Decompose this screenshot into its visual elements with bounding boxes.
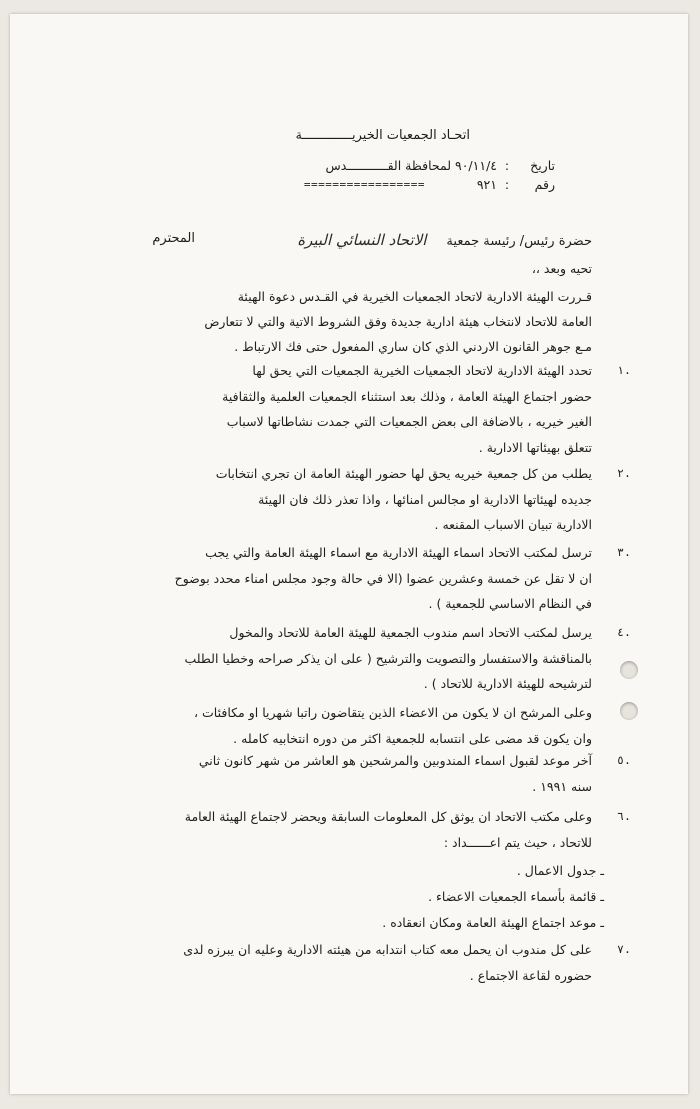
preparation-list (382, 858, 604, 936)
item-line: آخر موعد لقبول اسماء المندوبين والمرشحين هو العاشر من شهر كانون ثاني (198, 753, 592, 768)
number-label: رقم (534, 177, 555, 192)
item-line: ترسل لمكتب الاتحاد اسماء الهيئة الادارية مع اسماء الهيئة العامة والتي يجب (205, 545, 592, 560)
item-number: ٧. (617, 942, 631, 956)
item-line: تتعلق بهيئاتها الادارية . (478, 439, 592, 455)
condition-item-4 (118, 620, 631, 697)
item-line: على كل مندوب ان يحمل معه كتاب انتدابه من هيئته الادارية وعليه ان يبرزه لدى (183, 942, 592, 957)
intro-line: مـع جوهر القانون الاردني الذي كان ساري المفعول حتى فك الارتباط . (234, 339, 592, 354)
item-number: ٤. (617, 625, 631, 639)
addressee-prefix: حضرة رئيس/ رئيسة جمعية (446, 234, 592, 249)
item-line: وعلى المرشح ان لا يكون من الاعضاء الذين يتقاضون راتبا شهريا او مكافئات ، (194, 705, 592, 720)
condition-item-2 (118, 461, 631, 538)
condition-item-3 (118, 540, 631, 617)
item-number: ٣. (617, 545, 631, 559)
item-line: بالمناقشة والاستفسار والتصويت والترشيح ( على ان يذكر صراحه وخطيا الطلب (184, 650, 592, 666)
item-line: وعلى مكتب الاتحاد ان يوثق كل المعلومات السابقة ويحضر لاجتماع الهيئة العامة (184, 809, 592, 824)
greeting: تحيه وبعد ،، (531, 261, 592, 276)
addressee-name: الاتحاد النسائي البيرة (297, 231, 427, 249)
item-line: حضور اجتماع الهيئة العامة ، وذلك بعد استثناء الجمعيات العلمية والثقافية (222, 388, 592, 404)
item-line: يطلب من كل جمعية خيريه يحق لها حضور الهيئة العامة ان تجري انتخابات (215, 466, 592, 481)
item-line: تحدد الهيئة الادارية لاتحاد الجمعيات الخيرية الجمعيات التي يحق لها (252, 363, 592, 378)
item-line: للاتحاد ، حيث يتم اعــــــداد : (443, 834, 592, 850)
item-line: لترشيحه للهيئة الادارية للاتحاد ) . (423, 676, 592, 691)
list-item: ـ جدول الاعمال . (516, 863, 604, 878)
number-line: رقم:٩٢١ (476, 177, 555, 192)
condition-item-6 (118, 804, 631, 855)
list-item: ـ موعد اجتماع الهيئة العامة ومكان انعقاده . (382, 915, 604, 930)
item-line: الغير خيريه ، بالاضافة الى بعض الجمعيات التي جمدت نشاطاتها لاسباب (226, 414, 592, 429)
underline-rule: ================= (303, 178, 425, 191)
intro-line: قـررت الهيئة الادارية لاتحاد الجمعيات الخيرية في القـدس دعوة الهيئة (237, 289, 592, 304)
date-label: تاريخ (530, 158, 555, 173)
item-line: جديده لهيئاتها الادارية او مجالس امنائها ، واذا تعذر ذلك فان الهيئة (258, 491, 592, 507)
item-line: الادارية تبيان الاسباب المقنعه . (434, 517, 592, 532)
letterhead-title: اتحـاد الجمعيات الخيريـــــــــــــة (295, 128, 470, 143)
item-number: ١. (617, 363, 631, 377)
intro-paragraph (118, 284, 592, 359)
list-item: ـ قائمة بأسماء الجمعيات الاعضاء . (428, 889, 604, 904)
addressee-line (277, 231, 592, 249)
item-number: ٦. (617, 809, 631, 823)
date-value: ٩٠/١١/٤ لمحافظة القـــــــــــدس (325, 158, 497, 173)
item-line: في النظام الاساسي للجمعية ) . (428, 596, 592, 611)
condition-item-5 (118, 748, 631, 799)
number-value: ٩٢١ (476, 177, 497, 192)
date-line: تاريخ:٩٠/١١/٤ لمحافظة القـــــــــــدس (325, 158, 555, 173)
item-line: يرسل لمكتب الاتحاد اسم مندوب الجمعية للهيئة العامة للاتحاد والمخول (229, 625, 592, 640)
item-line: ان لا تقل عن خمسة وعشرين عضوا (الا في حالة وجود مجلس امناء محدد بوضوح (174, 570, 592, 586)
condition-item-7 (118, 937, 631, 988)
item-line: حضوره لقاعة الاجتماع . (469, 967, 592, 983)
item-number: ٢. (617, 466, 631, 480)
item-number: ٥. (617, 753, 631, 767)
item-line: وان يكون قد مضى على انتسابه للجمعية اكثر من دوره انتخابيه كامله . (233, 730, 592, 746)
respect-title: المحترم (152, 231, 195, 246)
condition-item-1 (118, 358, 631, 460)
item-line: سنه ١٩٩١ . (532, 778, 592, 794)
intro-line: العامة للاتحاد لانتخاب هيئة ادارية جديدة وفق الشروط الاتية والتي لا تتعارض (204, 314, 592, 329)
candidate-condition (118, 700, 592, 751)
